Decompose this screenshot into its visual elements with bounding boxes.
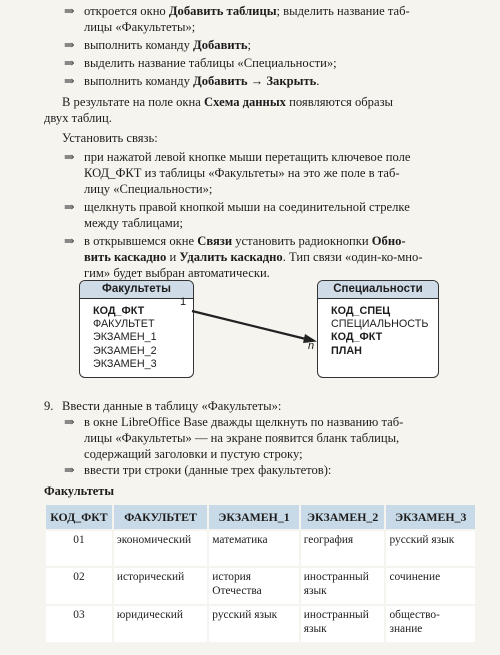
step-b3-line1: в открывшемся окне Связи установить радиокнопки Обно- xyxy=(84,234,406,248)
implies-arrow-icon: ⇒ xyxy=(64,38,75,52)
step-a3: выделить название таблицы «Специальности»; xyxy=(84,56,337,70)
step-a2: выполнить команду Добавить; xyxy=(84,38,252,52)
faculties-data-table xyxy=(44,503,477,644)
implies-arrow-icon: ⇒ xyxy=(64,200,75,214)
result-text-line1: В результате на поле окна Схема данных появляются образы xyxy=(62,95,394,109)
field-fakultet: ФАКУЛЬТЕТ xyxy=(93,318,155,331)
table-row xyxy=(45,605,476,643)
step-b2-line2: между таблицами; xyxy=(84,216,184,230)
item9-text: Ввести данные в таблицу «Факультеты»: xyxy=(62,399,282,413)
many-label: n xyxy=(308,340,315,352)
table-cell: экономический xyxy=(113,530,208,567)
table-cell: общество-знание xyxy=(385,605,476,643)
implies-arrow-icon: ⇒ xyxy=(64,463,75,477)
table-cell: история Отечества xyxy=(208,567,299,605)
implies-arrow-icon: ⇒ xyxy=(64,56,75,70)
table-cell: география xyxy=(300,530,386,567)
set-link-title: Установить связь: xyxy=(62,131,158,145)
field-plan: ПЛАН xyxy=(331,344,362,357)
step-b1-line2: КОД_ФКТ из таблицы «Факультеты» на это же поле в таб- xyxy=(84,166,400,180)
item9-number: 9. xyxy=(44,399,54,413)
table-cell: русский язык xyxy=(385,530,476,567)
table-row xyxy=(45,530,476,567)
relation-line[interactable] xyxy=(192,311,310,340)
implies-arrow-icon: ⇒ xyxy=(64,415,75,429)
step-b3-line3: гим» будет выбран автоматически. xyxy=(84,266,270,280)
item9-step1-line1: в окне LibreOffice Base дважды щелкнуть по названию таб- xyxy=(84,415,404,429)
table-cell: 01 xyxy=(45,530,113,567)
step-b2-line1: щелкнуть правой кнопкой мыши на соединительной стрелке xyxy=(84,200,410,214)
item9-step1-line2: лицы «Факультеты» — на экране появится бланк таблицы, xyxy=(84,431,400,445)
specialties-table-title: Специальности xyxy=(318,281,438,299)
field-exam2: ЭКЗАМЕН_2 xyxy=(93,344,157,357)
field-kod-spec: КОД_СПЕЦ xyxy=(331,305,391,317)
table-cell: сочинение xyxy=(385,567,476,605)
column-header: ЭКЗАМЕН_2 xyxy=(300,504,386,530)
step-b1-line3: лицу «Специальности»; xyxy=(84,182,213,196)
table-cell: русский язык xyxy=(208,605,299,643)
step-a1-line2: лицы «Факультеты»; xyxy=(84,20,196,34)
table-row xyxy=(45,567,476,605)
step-a4: выполнить команду Добавить → Закрыть. xyxy=(84,74,320,88)
column-header: КОД_ФКТ xyxy=(45,504,113,530)
table-cell: юридический xyxy=(113,605,208,643)
table-header-row xyxy=(45,504,476,530)
field-kod-fkt: КОД_ФКТ xyxy=(93,305,145,317)
table-title: Факультеты xyxy=(44,484,115,498)
field-exam1: ЭКЗАМЕН_1 xyxy=(93,331,157,344)
table-cell: 02 xyxy=(45,567,113,605)
table-cell: 03 xyxy=(45,605,113,643)
column-header: ЭКЗАМЕН_3 xyxy=(385,504,476,530)
step-b1-line1: при нажатой левой кнопке мыши перетащить ключевое поле xyxy=(84,150,411,164)
implies-arrow-icon: ⇒ xyxy=(64,150,75,164)
column-header: ЭКЗАМЕН_1 xyxy=(208,504,299,530)
result-text-line2: двух таблиц. xyxy=(44,111,112,125)
one-label: 1 xyxy=(180,296,187,308)
implies-arrow-icon: ⇒ xyxy=(64,74,75,88)
table-cell: математика xyxy=(208,530,299,567)
item9-step2: ввести три строки (данные трех факультетов): xyxy=(84,463,332,477)
faculties-table-title: Факультеты xyxy=(80,281,193,299)
implies-arrow-icon: ⇒ xyxy=(64,4,75,18)
column-header: ФАКУЛЬТЕТ xyxy=(113,504,208,530)
table-cell: исторический xyxy=(113,567,208,605)
item9-step1-line3: содержащий заголовки и пустую строку; xyxy=(84,447,303,461)
field-specialnost: СПЕЦИАЛЬНОСТЬ xyxy=(331,318,429,331)
table-cell: иностранный язык xyxy=(300,605,386,643)
implies-arrow-icon: ⇒ xyxy=(64,234,75,248)
table-cell: иностранный язык xyxy=(300,567,386,605)
step-a1-line1: откроется окно Добавить таблицы; выделить название таб- xyxy=(84,4,410,18)
field-exam3: ЭКЗАМЕН_3 xyxy=(93,357,157,370)
step-b3-line2: вить каскадно и Удалить каскадно. Тип связи «один-ко-мно- xyxy=(84,250,423,264)
field-kod-fkt-fk: КОД_ФКТ xyxy=(331,331,383,344)
